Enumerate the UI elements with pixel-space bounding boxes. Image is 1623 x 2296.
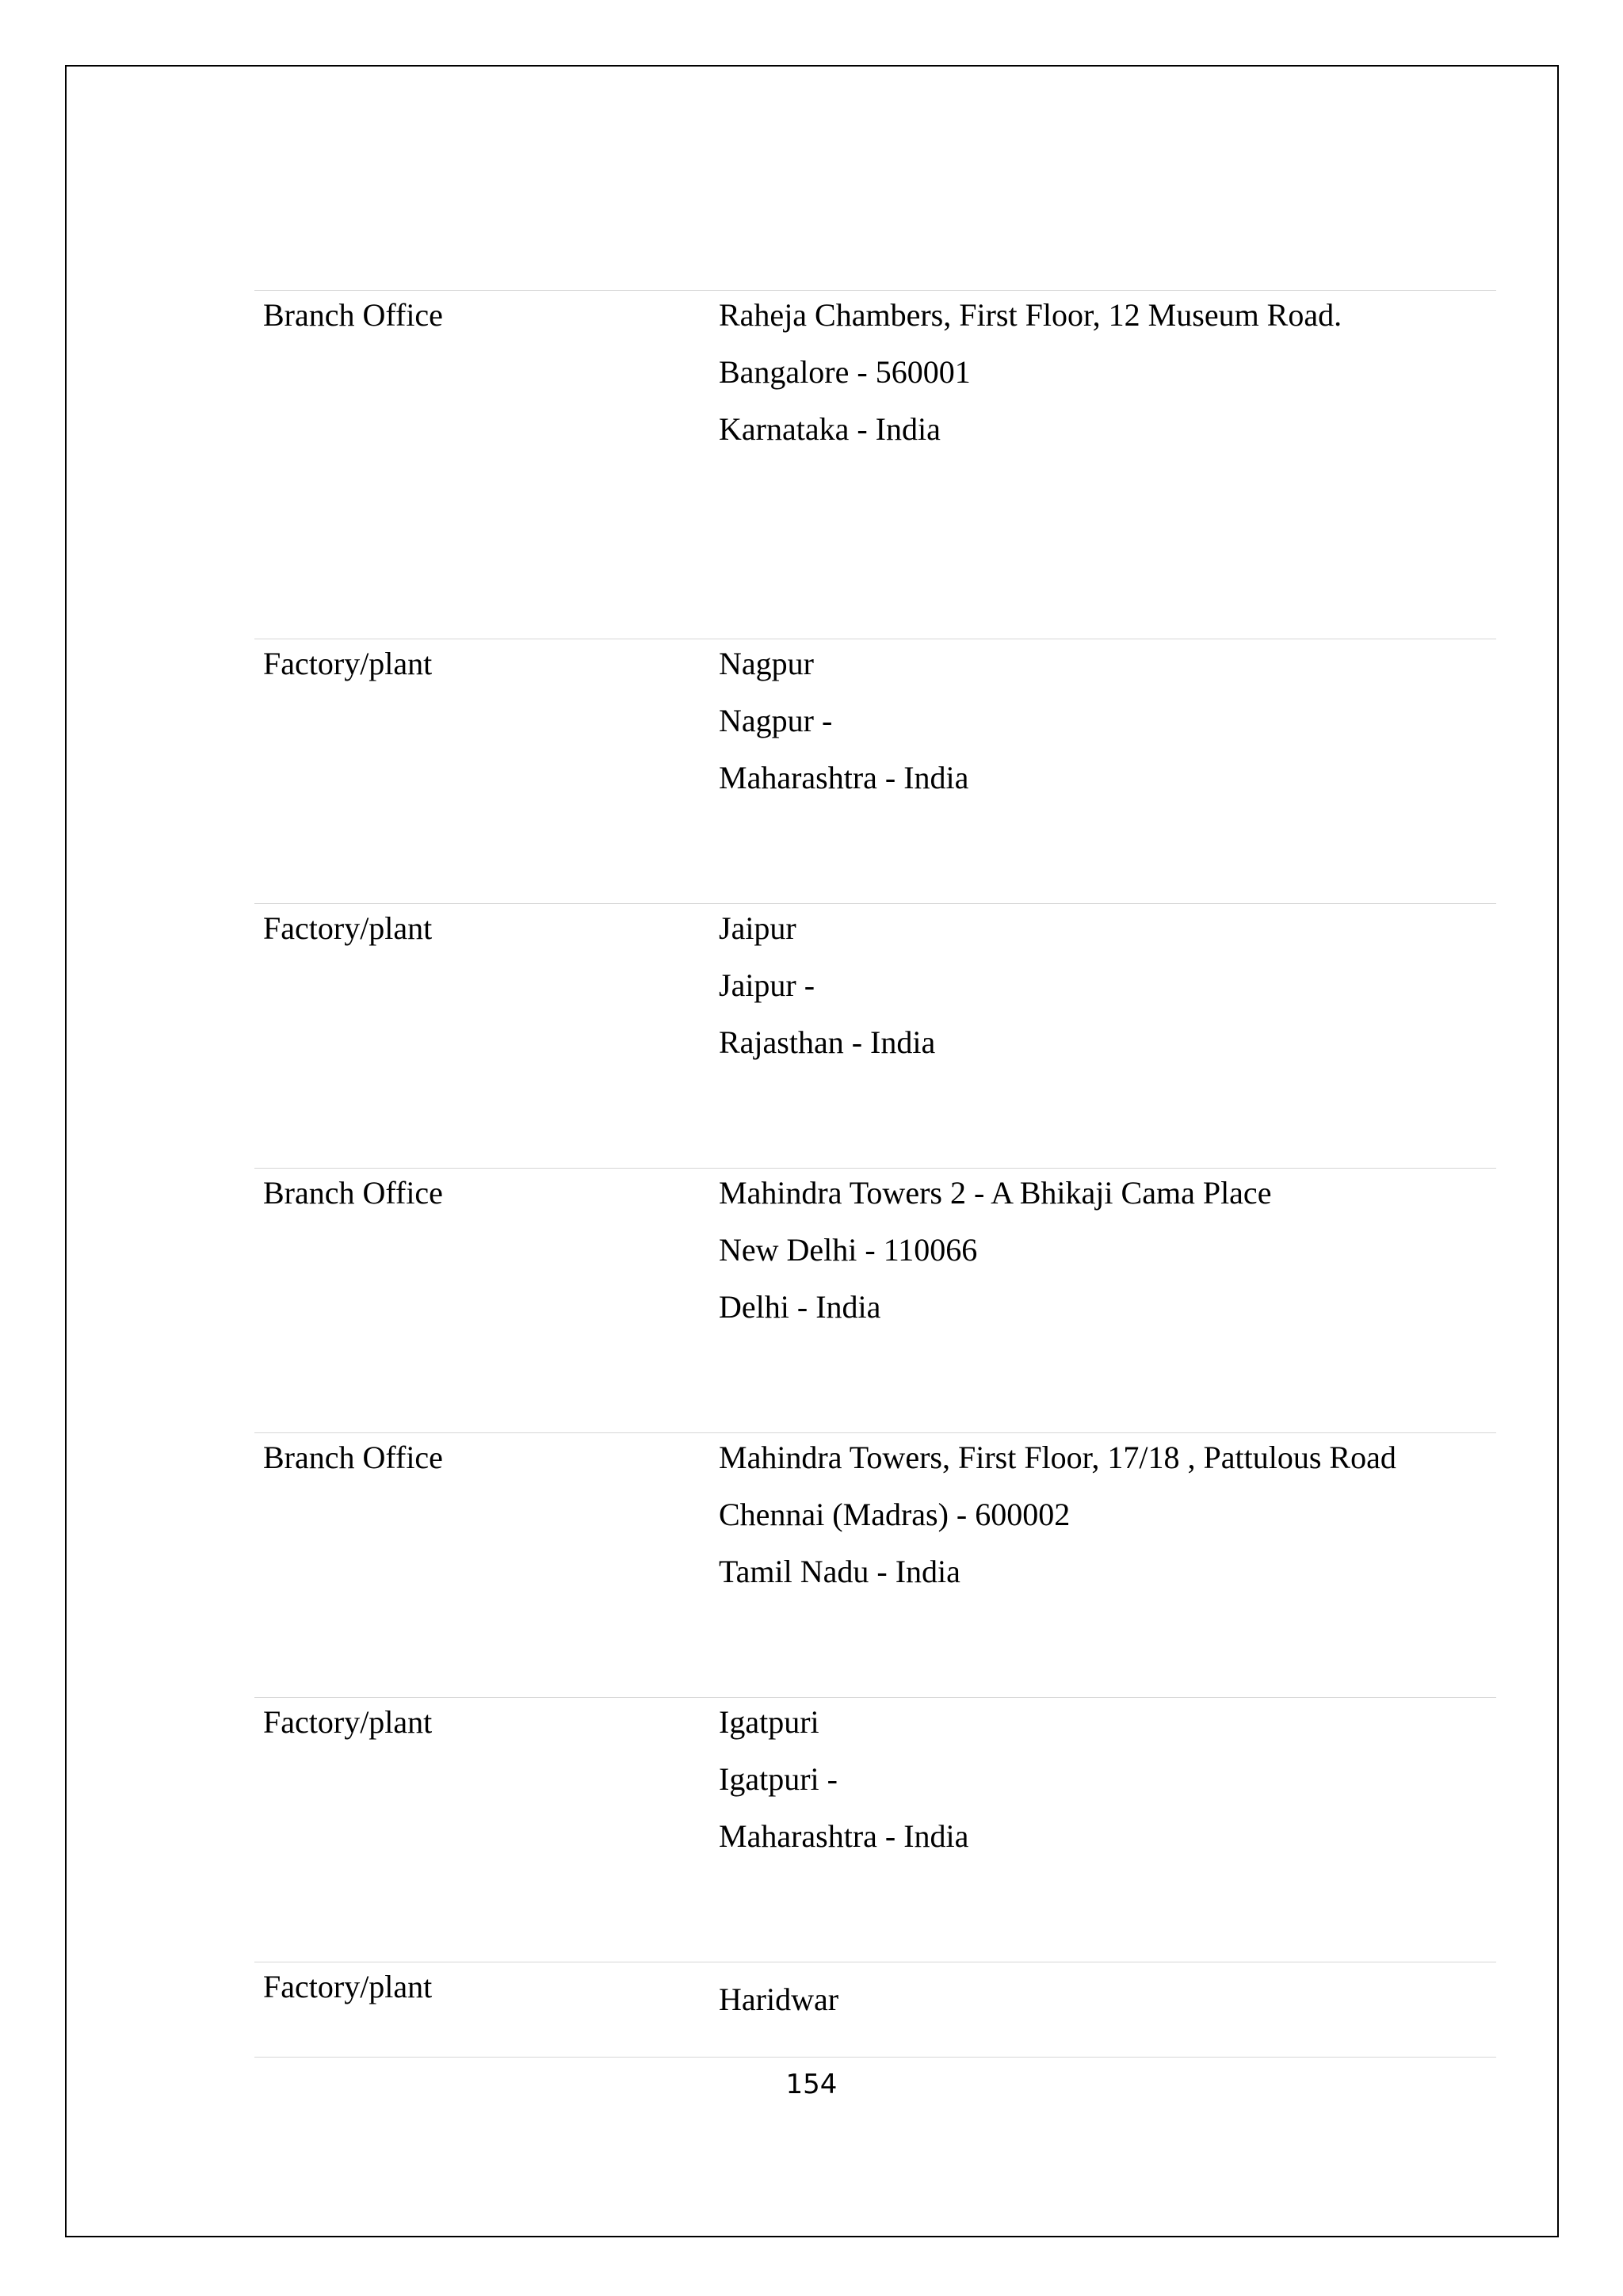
address-line: Haridwar [719, 1981, 839, 2017]
location-type: Factory/plant [263, 646, 433, 681]
location-address [719, 1694, 968, 1865]
address-line: Jaipur - [719, 967, 815, 1003]
address-line: Igatpuri [719, 1704, 819, 1740]
location-type: Factory/plant [263, 1704, 433, 1740]
address-line: Mahindra Towers 2 - A Bhikaji Cama Place [719, 1175, 1272, 1211]
location-address [719, 635, 968, 807]
address-line: Chennai (Madras) - 600002 [719, 1497, 1071, 1532]
location-type: Factory/plant [263, 1969, 433, 2004]
location-address [719, 1165, 1271, 1336]
address-line: Maharashtra - India [719, 760, 969, 795]
address-line: Delhi - India [719, 1289, 881, 1325]
location-type: Branch Office [263, 1175, 443, 1211]
address-line: Nagpur [719, 646, 814, 681]
address-line: Mahindra Towers, First Floor, 17/18 , Pattulous Road [719, 1440, 1396, 1475]
location-type: Branch Office [263, 297, 443, 333]
address-line: Bangalore - 560001 [719, 354, 971, 390]
location-type: Factory/plant [263, 910, 433, 946]
row-divider [254, 2057, 1496, 2058]
address-line: Rajasthan - India [719, 1024, 936, 1060]
page-number: 154 [785, 2069, 838, 2100]
location-address [719, 1429, 1396, 1600]
address-line: New Delhi - 110066 [719, 1232, 978, 1268]
location-address [719, 1971, 838, 2028]
address-line: Tamil Nadu - India [719, 1554, 960, 1589]
location-address [719, 287, 1342, 458]
address-line: Nagpur - [719, 703, 833, 738]
address-line: Igatpuri - [719, 1761, 838, 1797]
location-type: Branch Office [263, 1440, 443, 1475]
address-line: Karnataka - India [719, 411, 941, 447]
address-line: Maharashtra - India [719, 1818, 969, 1854]
address-line: Jaipur [719, 910, 796, 946]
location-address [719, 900, 935, 1071]
address-line: Raheja Chambers, First Floor, 12 Museum Road. [719, 297, 1342, 333]
